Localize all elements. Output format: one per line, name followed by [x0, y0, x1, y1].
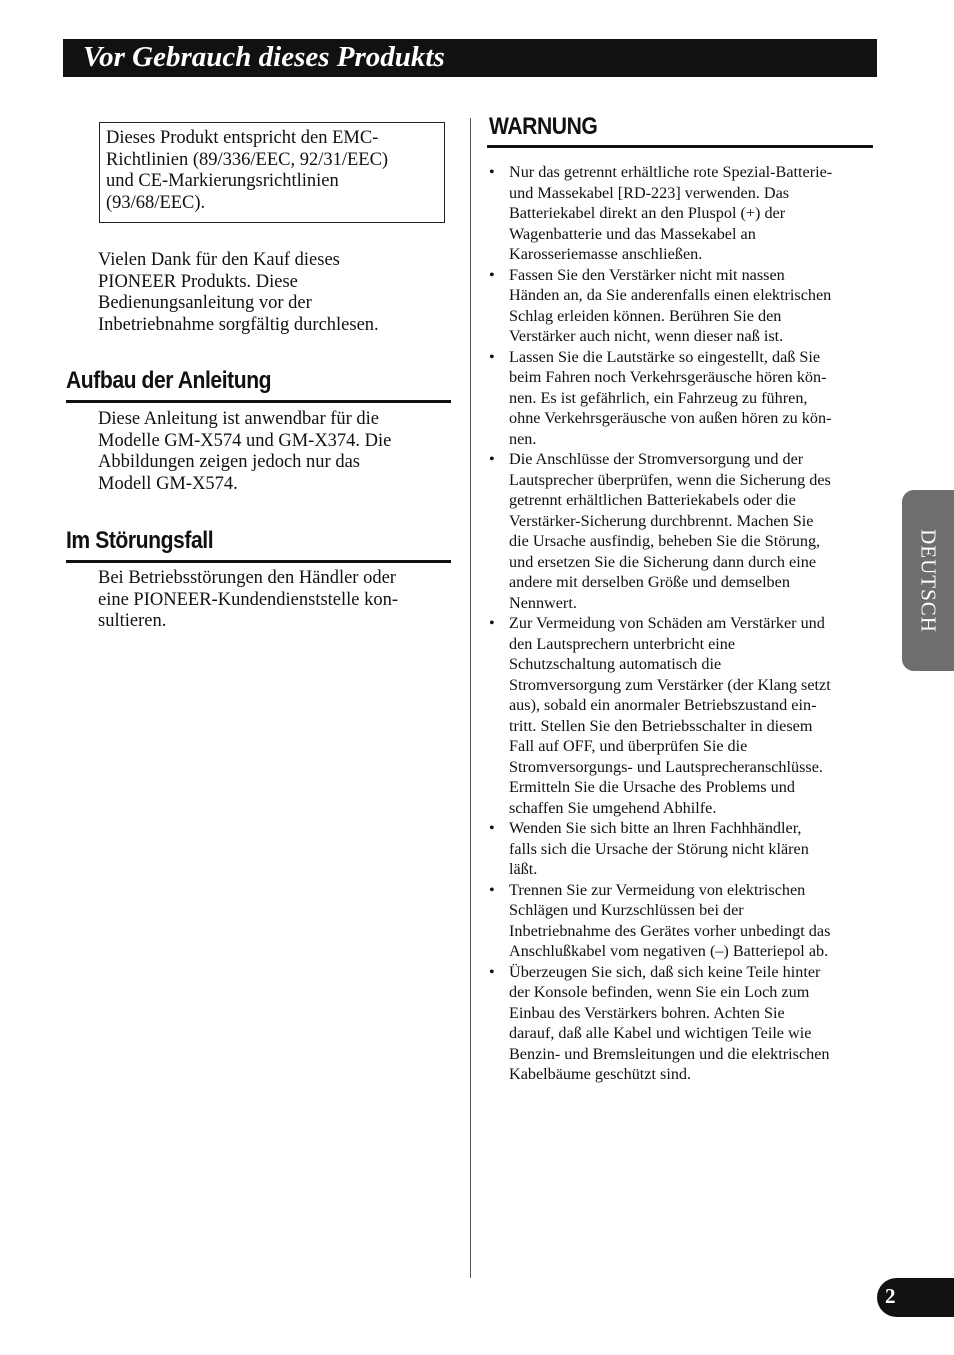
item-line: und ersetzen Sie die Sicherung dann durch eine: [509, 552, 817, 571]
notice-line: und CE-Markierungsrichtlinien: [106, 171, 339, 191]
stoerung-line: sultieren.: [98, 611, 167, 631]
heading-rule: [66, 560, 451, 563]
heading-rule: [487, 145, 873, 148]
title-bar: [63, 39, 877, 77]
page-number: 2: [885, 1284, 896, 1308]
aufbau-paragraph: [98, 409, 391, 495]
compliance-notice-box: [99, 122, 445, 223]
intro-line: Bedienungsanleitung vor der: [98, 293, 312, 313]
intro-line: Vielen Dank für den Kauf dieses: [98, 250, 340, 270]
item-line: Nennwert.: [509, 593, 577, 612]
item-line: ohne Verkehrsgeräusche von außen hören zu kön-: [509, 409, 832, 427]
item-line: Fall auf OFF, und überprüfen Sie die: [509, 737, 748, 755]
item-line: • Fassen Sie den Verstärker nicht mit nassen: [509, 265, 785, 284]
aufbau-line: Diese Anleitung ist anwendbar für die: [98, 409, 380, 429]
item-line: • Wenden Sie sich bitte an lhren Fachhhändler,: [509, 819, 802, 837]
aufbau-line: Modell GM-X574.: [98, 473, 238, 494]
item-line: • Zur Vermeidung von Schäden am Verstärker und: [509, 614, 825, 632]
aufbau-line: Abbildungen zeigen jedoch nur das: [98, 452, 361, 472]
list-item: [487, 449, 879, 613]
language-tab-label: DEUTSCH: [916, 528, 941, 633]
intro-paragraph: [98, 250, 379, 336]
list-item: [487, 962, 879, 1085]
notice-line: (93/68/EEC).: [106, 192, 206, 213]
item-line: Schlägen und Kurzschlüssen bei der: [509, 901, 744, 919]
intro-line: PIONEER Produkts. Diese: [98, 271, 298, 292]
item-line: Stromversorgung zum Verstärker (der Klang setzt: [509, 675, 831, 694]
list-item: [487, 347, 879, 450]
item-line: • Nur das getrennt erhältliche rote Spezial-Batterie-: [509, 163, 833, 181]
column-divider: [470, 118, 471, 1278]
list-item: [487, 818, 879, 880]
list-item: [487, 880, 879, 962]
page-number-tab: [877, 1278, 954, 1317]
item-line: und Massekabel [RD-223] verwenden. Das: [509, 183, 790, 202]
item-line: Schutzschaltung automatisch die: [509, 655, 722, 673]
item-line: Verstärker-Sicherung durchbrennt. Machen Sie: [509, 511, 814, 530]
item-line: Händen an, da Sie anderenfalls einen elektrischen: [509, 286, 832, 304]
heading-aufbau: Aufbau der Anleitung: [66, 367, 272, 394]
item-line: Schlag erleiden können. Berühren Sie den: [509, 306, 782, 325]
item-line: Karosseriemasse anschließen.: [509, 245, 703, 263]
item-line: Kabelbäume geschützt sind.: [509, 1065, 692, 1083]
item-line: Ermitteln Sie die Ursache des Problems und: [509, 778, 795, 796]
item-line: nen. Es ist gefährlich, ein Fahrzeug zu führen,: [509, 388, 808, 407]
intro-line: Inbetriebnahme sorgfältig durchlesen.: [98, 314, 379, 335]
page-title: Vor Gebrauch dieses Produkts: [83, 41, 445, 73]
item-line: andere mit derselben Größe und demselben: [509, 573, 790, 591]
item-line: Verstärker auch nicht, wenn dieser naß ist.: [509, 327, 784, 345]
item-line: aus), sobald ein anormaler Betriebszustand ein-: [509, 696, 817, 714]
item-line: beim Fahren noch Verkehrsgeräusche hören kön-: [509, 368, 827, 386]
list-item: [487, 162, 879, 265]
item-line: tritt. Stellen Sie den Betriebsschalter in diesem: [509, 716, 813, 735]
heading-stoerung: Im Störungsfall: [66, 527, 214, 554]
item-line: • Lassen Sie die Lautstärke so eingestellt, daß Sie: [509, 347, 821, 366]
item-line: Anschlußkabel vom negativen (–) Batteriepol ab.: [509, 942, 829, 960]
notice-line: Dieses Produkt entspricht den EMC-: [106, 128, 379, 148]
item-line: den Lautsprechern unterbricht eine: [509, 634, 736, 653]
item-line: darauf, daß alle Kabel und wichtigen Teile wie: [509, 1024, 812, 1042]
item-line: Benzin- und Bremsleitungen und die elektrischen: [509, 1044, 830, 1063]
heading-rule: [66, 400, 451, 403]
item-line: • Überzeugen Sie sich, daß sich keine Teile hinter: [509, 962, 821, 981]
item-line: Batteriekabel direkt an den Pluspol (+) der: [509, 204, 786, 222]
item-line: getrennt erhältlichen Batteriekabels oder die: [509, 491, 796, 509]
stoerung-line: Bei Betriebsstörungen den Händler oder: [98, 568, 396, 588]
item-line: läßt.: [509, 860, 538, 878]
item-line: Lautsprecher überprüfen, wenn die Sicherung des: [509, 470, 831, 489]
item-line: falls sich die Ursache der Störung nicht klären: [509, 839, 809, 858]
item-line: • Die Anschlüsse der Stromversorgung und der: [509, 450, 804, 468]
item-line: schaffen Sie umgehend Abhilfe.: [509, 798, 717, 817]
item-line: • Trennen Sie zur Vermeidung von elektrischen: [509, 880, 806, 899]
item-line: Stromversorgungs- und Lautsprecheranschlüsse.: [509, 757, 823, 776]
item-line: nen.: [509, 429, 537, 448]
stoerung-paragraph: [98, 568, 398, 633]
aufbau-line: Modelle GM-X574 und GM-X374. Die: [98, 430, 392, 451]
list-item: [487, 265, 879, 347]
item-line: Wagenbatterie und das Massekabel an: [509, 224, 756, 243]
item-line: Inbetriebnahme des Gerätes vorher unbedingt das: [509, 921, 831, 940]
stoerung-line: eine PIONEER-Kundendienststelle kon-: [98, 589, 399, 610]
item-line: Einbau des Verstärkers bohren. Achten Sie: [509, 1003, 785, 1022]
list-item: [487, 613, 879, 818]
item-line: die Ursache ausfindig, beheben Sie die Störung,: [509, 532, 821, 550]
notice-line: Richtlinien (89/336/EEC, 92/31/EEC): [106, 149, 389, 170]
heading-warnung: WARNUNG: [489, 113, 598, 140]
language-tab: [902, 490, 954, 671]
item-line: der Konsole befinden, wenn Sie ein Loch zum: [509, 983, 810, 1001]
warning-list: [487, 162, 879, 1085]
